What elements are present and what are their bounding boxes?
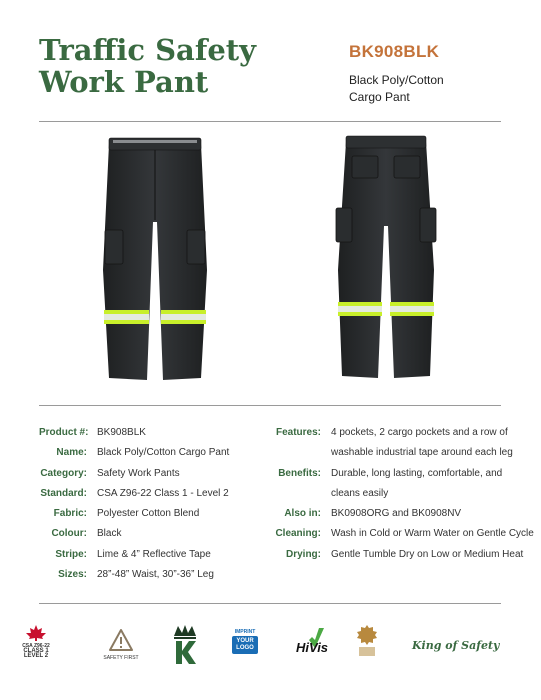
spec-label: Features: xyxy=(275,427,321,438)
spec-value: BK908BLK xyxy=(97,427,146,438)
spec-label: Sizes: xyxy=(58,569,87,581)
spec-label: Fabric: xyxy=(53,508,87,520)
spec-label: Name: xyxy=(56,447,87,459)
specs-left xyxy=(39,428,229,590)
spec-label: Product #: xyxy=(39,427,89,438)
csa-badge-text xyxy=(18,644,54,659)
spec-value: Durable, long lasting, comfortable, and xyxy=(331,467,503,479)
spec-row xyxy=(270,550,534,570)
safety-first-text: SAFETY FIRST xyxy=(103,655,139,661)
product-code: BK908BLK xyxy=(349,42,440,61)
spec-value: 4 pockets, 2 cargo pockets and a row of xyxy=(331,427,508,438)
spec-label: Category: xyxy=(40,467,87,479)
hivis-text: HiVis xyxy=(296,640,329,655)
spec-value: Wash in Cold or Warm Water on Gentle Cycle xyxy=(331,528,534,540)
spec-value: cleans easily xyxy=(331,487,389,499)
spec-value: Lime & 4” Reflective Tape xyxy=(97,548,211,560)
king-of-safety-wordmark: King of Safety xyxy=(412,639,500,652)
csa-line-1: CSA Z96-22 xyxy=(22,643,50,649)
divider-middle xyxy=(39,405,501,406)
subtitle-line-2: Cargo Pant xyxy=(349,90,410,104)
spec-value: BK0908ORG and BK0908NV xyxy=(331,508,462,520)
spec-label: Cleaning: xyxy=(275,528,321,540)
imprint-logo-badge xyxy=(232,629,258,654)
product-title xyxy=(39,34,256,98)
csa-line-2: CLASS 1 xyxy=(23,648,49,654)
king-crown-k-icon xyxy=(170,624,200,666)
pant-back-photo xyxy=(330,130,442,390)
divider-bottom xyxy=(39,603,501,604)
csa-line-3: LEVEL 2 xyxy=(23,653,49,659)
spec-value: CSA Z96-22 Class 1 - Level 2 xyxy=(97,487,229,499)
specs-right xyxy=(270,428,534,570)
imprint-line-2: YOUR xyxy=(236,638,254,644)
spec-value: Gentle Tumble Dry on Low or Medium Heat xyxy=(331,548,524,560)
spec-value: Polyester Cotton Blend xyxy=(97,508,200,520)
spec-row xyxy=(39,570,229,590)
spec-value: Safety Work Pants xyxy=(97,467,180,479)
logo-strip xyxy=(0,624,541,674)
spec-value: Black Poly/Cotton Cargo Pant xyxy=(97,447,230,459)
spec-value: washable industrial tape around each leg xyxy=(331,447,513,459)
imprint-line-3: LOGO xyxy=(236,645,254,651)
product-subtitle xyxy=(349,72,459,106)
spec-label: Colour: xyxy=(51,528,87,540)
industry-standard-seal-icon xyxy=(356,624,378,658)
imprint-line-1: IMPRINT xyxy=(234,629,256,635)
spec-label: Stripe: xyxy=(55,548,87,560)
spec-label: Drying: xyxy=(286,548,321,560)
spec-label: Benefits: xyxy=(278,467,321,479)
pant-front-photo xyxy=(95,130,215,390)
spec-label: Standard: xyxy=(40,487,87,499)
subtitle-line-1: Black Poly/Cotton xyxy=(349,73,444,87)
spec-value: 28”-48” Waist, 30”-36” Leg xyxy=(97,569,214,581)
maple-leaf-icon xyxy=(24,624,48,642)
spec-row xyxy=(270,469,534,489)
warning-triangle-icon xyxy=(108,628,134,652)
spec-value: Black xyxy=(97,528,122,540)
imprint-box xyxy=(232,636,258,654)
title-line-2: Work Pant xyxy=(39,65,209,99)
title-line-1: Traffic Safety xyxy=(39,33,257,67)
divider-top xyxy=(39,121,501,122)
spec-label: Also in: xyxy=(284,508,321,520)
